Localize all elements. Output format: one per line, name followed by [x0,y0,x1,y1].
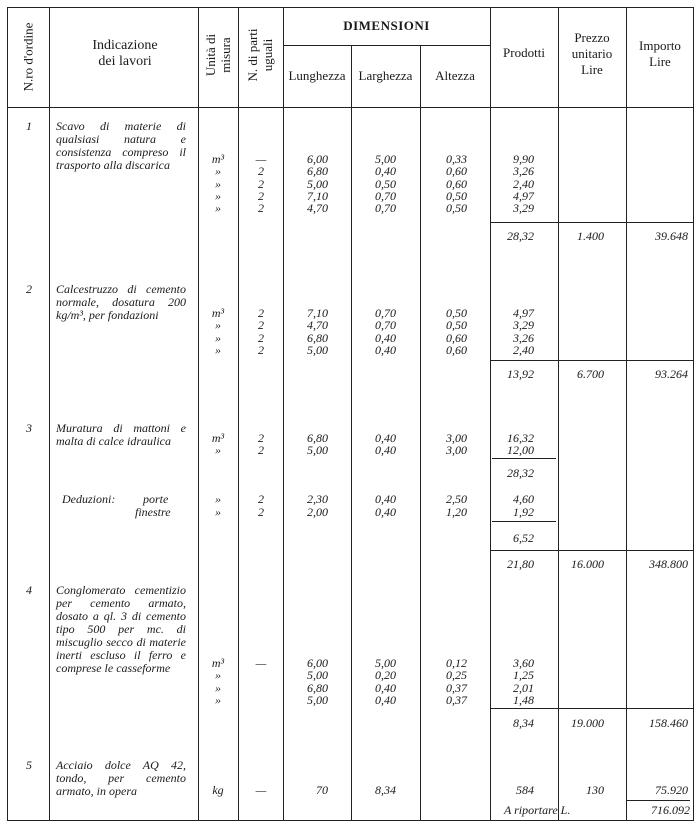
cell-u: » [215,492,221,506]
deduzione-label: finestre [135,505,171,519]
item-amount: 348.800 [649,557,688,571]
cell-l: 6,80 [307,164,328,179]
col-line-9 [626,7,627,821]
cell-u: » [215,318,221,333]
item-number: 4 [26,583,32,597]
item-price: 130 [586,783,604,797]
cell-w: 8,34 [375,783,396,797]
cell-l: 70 [316,783,328,797]
item-total: 13,92 [507,367,534,381]
cell-w: 0,20 [375,668,396,683]
cell-h: 0,60 [446,176,467,191]
col-line-5 [351,45,352,821]
cell-w: 0,70 [375,188,396,203]
cell-u: » [215,330,221,345]
cell-h: 1,20 [446,505,467,519]
cell-u: » [215,164,221,179]
cell-u: » [215,692,221,707]
subtotal-line [492,458,556,459]
deduzioni-label: Deduzioni: [62,492,116,506]
cell-w: 5,00 [375,656,396,670]
cell-n: 2 [258,505,264,519]
item-number: 2 [26,282,32,296]
cell-u: m³ [211,431,225,445]
header-nro: N.ro d'ordine [20,22,36,92]
cell-n: 2 [258,164,264,179]
item-amount: 39.648 [655,229,688,243]
cell-l: 5,00 [307,692,328,707]
item-description: Acciaio dolce AQ 42, tondo, per cemento armato, in opera [56,758,186,798]
cell-p: 3,26 [513,164,534,179]
item-description: Scavo di materie di qualsiasi natura e consistenza compreso il trasporto alla discarica [56,119,186,172]
deduzioni-line [492,521,556,522]
item-number: 3 [26,421,32,435]
cell-u: » [215,201,221,216]
cell-n: 2 [258,330,264,345]
cell-l: 7,10 [307,188,328,203]
cell-p: 9,90 [513,152,534,166]
item-price: 6.700 [577,367,604,381]
cell-p: 3,29 [513,201,534,216]
item-number: 5 [26,758,32,772]
cell-h: 0,50 [446,188,467,203]
item-amount: 93.264 [655,367,688,381]
item-amount: 75.920 [655,783,688,797]
cell-l: 5,00 [307,342,328,357]
footer-underline [627,800,690,801]
item-total: 28,32 [507,229,534,243]
cell-u: » [215,443,221,458]
cell-n: — [255,656,267,670]
cell-w: 0,40 [375,330,396,345]
cell-h: 0,37 [446,692,467,707]
col-line-10 [693,7,694,821]
cell-p: 3,29 [513,318,534,333]
cell-p: 2,40 [513,342,534,357]
col-line-8 [558,7,559,821]
col-line-7 [490,7,491,821]
header-dimensioni: DIMENSIONI [343,18,430,33]
cell-n: — [255,783,267,797]
header-unita: Unità di misura [203,33,233,77]
cell-l: 6,80 [307,330,328,345]
cell-n: 2 [258,443,264,458]
item-total-line [490,550,693,551]
cell-h: 2,50 [446,492,467,506]
cell-l: 2,00 [307,505,328,519]
cell-p: 1,25 [513,668,534,683]
cell-n: 2 [258,492,264,506]
cell-w: 0,40 [375,342,396,357]
cell-h: 0,60 [446,330,467,345]
cell-u: » [215,505,221,519]
cell-l: 2,30 [307,492,328,506]
cell-n: — [255,152,267,166]
cell-l: 6,80 [307,431,328,445]
item-amount: 158.460 [649,716,688,730]
cell-n: 2 [258,431,264,445]
cell-p: 12,00 [507,443,534,458]
cell-p: 4,97 [513,306,534,320]
item-total-line [490,360,693,361]
cell-u: m³ [211,152,225,166]
cell-w: 0,40 [375,692,396,707]
item-description: Calcestruzzo di cemento normale, dosatura 200 kg/m³, per fondazioni [56,282,186,322]
cell-u: m³ [211,656,225,670]
item-total: 8,34 [513,716,534,730]
item-price: 16.000 [571,557,604,571]
cell-u: » [215,176,221,191]
cell-l: 5,00 [307,668,328,683]
cell-p: 584 [516,783,534,797]
cell-l: 4,70 [307,318,328,333]
cell-l: 6,80 [307,680,328,695]
cell-p: 3,60 [513,656,534,670]
cell-w: 0,40 [375,443,396,458]
cell-u: » [215,668,221,683]
cell-p: 4,97 [513,188,534,203]
header-prodotti: Prodotti [503,45,545,60]
cell-n: 2 [258,306,264,320]
cell-w: 0,50 [375,176,396,191]
cell-l: 4,70 [307,201,328,216]
cell-p: 4,60 [513,492,534,506]
cell-n: 2 [258,201,264,216]
item-total-line [490,708,693,709]
subtotal-value: 28,32 [507,466,534,480]
col-line-2 [198,7,199,821]
cell-h: 0,50 [446,306,467,320]
deduzione-label: porte [143,492,169,506]
header-prezzo: Prezzo unitario Lire [571,30,613,77]
cell-l: 6,00 [307,152,328,166]
col-line-3 [238,7,239,821]
cell-w: 0,40 [375,680,396,695]
cell-h: 0,33 [446,152,467,166]
cell-n: 2 [258,176,264,191]
col-line-1 [49,7,50,821]
cell-u: kg [212,783,224,797]
deduzioni-total: 6,52 [513,531,534,545]
footer-amount: 716.092 [651,803,690,817]
cell-n: 2 [258,188,264,203]
cell-w: 0,70 [375,318,396,333]
cell-n: 2 [258,318,264,333]
cell-w: 0,40 [375,505,396,519]
cell-l: 5,00 [307,176,328,191]
dimensioni-underline [283,45,490,46]
item-price: 1.400 [577,229,604,243]
cell-w: 5,00 [375,152,396,166]
cell-h: 0,50 [446,201,467,216]
cell-w: 0,70 [375,201,396,216]
cell-h: 0,60 [446,342,467,357]
header-indicazione: Indicazione dei lavori [92,38,158,69]
header-altezza: Altezza [435,68,475,83]
item-total-line [490,222,693,223]
col-line-6 [420,45,421,821]
cell-p: 3,26 [513,330,534,345]
cell-l: 6,00 [307,656,328,670]
cell-u: » [215,680,221,695]
header-parti: N. di parti uguali [245,28,275,82]
cell-h: 0,60 [446,164,467,179]
cell-h: 0,12 [446,656,467,670]
cell-h: 3,00 [446,431,467,445]
header-importo: Importo Lire [639,38,681,69]
cell-p: 2,40 [513,176,534,191]
cell-u: » [215,188,221,203]
cell-h: 0,25 [446,668,467,683]
top-border [7,7,694,8]
cell-w: 0,40 [375,492,396,506]
cell-p: 16,32 [507,431,534,445]
cell-p: 2,01 [513,680,534,695]
col-line-0 [7,7,8,821]
cell-w: 0,40 [375,164,396,179]
col-line-4 [283,7,284,821]
cell-n: 2 [258,342,264,357]
header-lunghezza: Lunghezza [288,68,346,83]
cell-l: 7,10 [307,306,328,320]
item-price: 19.000 [571,716,604,730]
cell-w: 0,40 [375,431,396,445]
item-number: 1 [26,119,32,133]
cell-u: » [215,342,221,357]
cell-p: 1,92 [513,505,534,519]
cell-h: 0,37 [446,680,467,695]
cell-w: 0,70 [375,306,396,320]
footer-label: A riportare L. [504,803,571,817]
cell-p: 1,48 [513,692,534,707]
cell-h: 3,00 [446,443,467,458]
cell-h: 0,50 [446,318,467,333]
item-description: Conglomerato cementizio per cemento armato, dosato a ql. 3 di cemento tipo 500 per mc. di miscuglio secco di materie inerti escluso il ferro e comprese le casseforme [56,583,186,675]
cell-l: 5,00 [307,443,328,458]
header-larghezza: Larghezza [358,68,413,83]
item-description: Muratura di mattoni e malta di calce idraulica [56,421,186,448]
item-total: 21,80 [507,557,534,571]
cell-u: m³ [211,306,225,320]
